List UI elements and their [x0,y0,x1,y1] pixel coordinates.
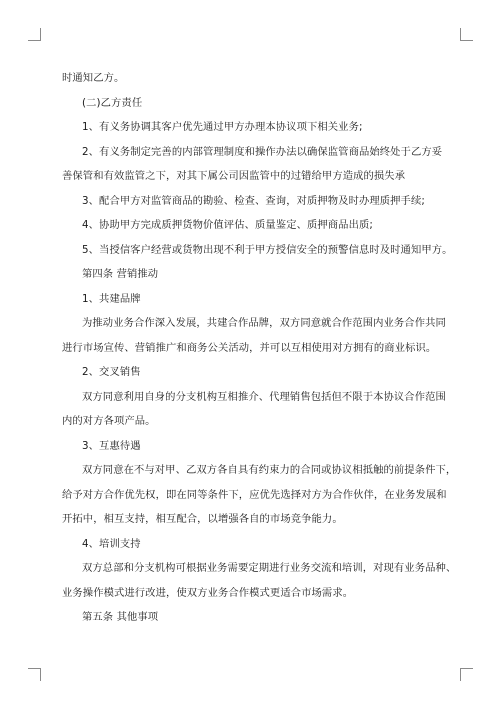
paragraph: 双方总部和分支机构可根据业务需要定期进行业务交流和培训，对现有业务品种、 [82,562,457,574]
paragraph: 4、培训支持 [82,537,141,550]
paragraph: 业务操作模式进行改进，使双方业务合作模式更适合市场需求。 [62,586,354,599]
document-body [62,66,457,630]
crop-mark-bottom-right [460,668,473,681]
paragraph: 2、有义务制定完善的内部管理制度和操作办法以确保监管商品始终处于乙方妥 [82,145,443,158]
paragraph: 双方同意利用自身的分支机构互相推介、代理销售包括但不限于本协议合作范围 [82,390,446,403]
paragraph: 3、互惠待遇 [82,439,141,452]
paragraph: 为推动业务合作深入发展，共建合作品牌，双方同意就合作范围内业务合作共同 [82,317,446,329]
paragraph: 2、交叉销售 [82,366,141,378]
paragraph: 5、当授信客户经营或货物出现不利于甲方授信安全的预警信息时及时通知甲方。 [82,243,453,256]
paragraph: 第四条 营销推动 [82,268,159,280]
paragraph: 进行市场宣传、营销推广和商务公关活动，并可以互相使用对方拥有的商业标识。 [62,341,437,354]
paragraph: 1、有义务协调其客户优先通过甲方办理本协议项下相关业务; [82,121,363,133]
crop-mark-top-left [28,28,41,41]
paragraph: 内的对方各项产品。 [62,415,156,427]
crop-mark-top-right [460,28,473,41]
paragraph: 开拓中，相互支持，相互配合，以增强各自的市场竞争能力。 [62,513,343,525]
paragraph: 1、共建品牌 [82,292,141,305]
paragraph: 4、协助甲方完成质押货物价值评估、质量鉴定、质押商品出质; [82,219,373,231]
paragraph: 双方同意在不与对甲、乙双方各自具有约束力的合同或协议相抵触的前提条件下， [82,464,457,476]
paragraph: 给予对方合作优先权，即在同等条件下，应优先选择对方为合作伙伴，在业务发展和 [62,488,447,501]
paragraph: 3、配合甲方对监管商品的勘验、检查、查询，对质押物及时办理质押手续; [82,194,425,207]
paragraph: 善保管和有效监管之下，对其下属公司因监管中的过错给甲方造成的损失承 [62,170,406,182]
crop-mark-bottom-left [28,668,41,681]
paragraph: 时通知乙方。 [62,72,125,84]
paragraph: 第五条 其他事项 [82,611,159,623]
paragraph: (二)乙方责任 [82,96,143,109]
